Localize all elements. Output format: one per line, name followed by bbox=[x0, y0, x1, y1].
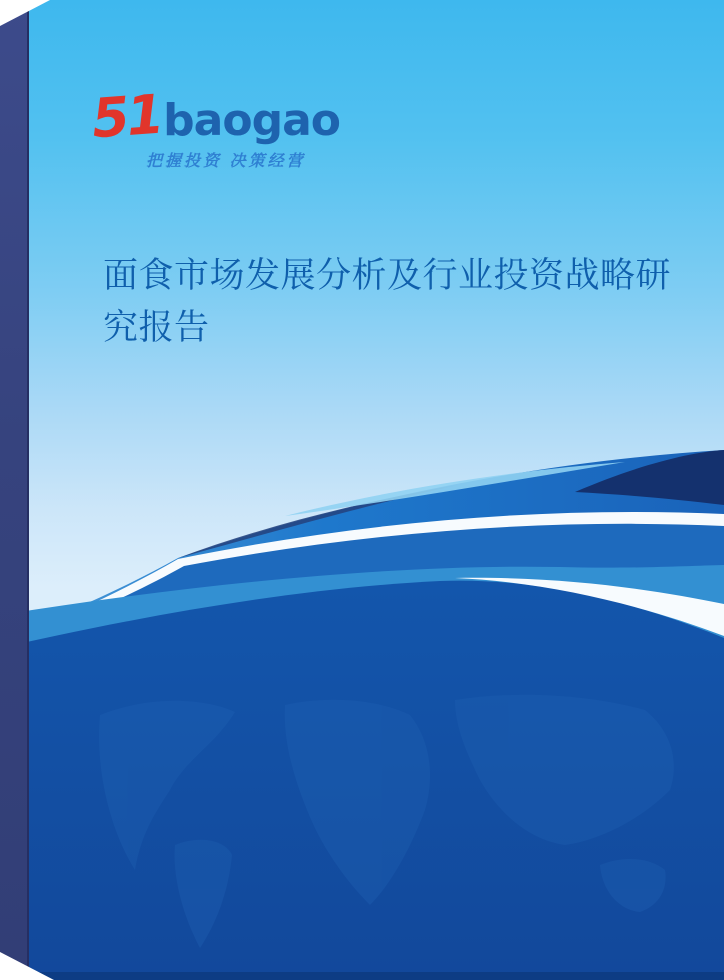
left-spine-bar bbox=[0, 0, 29, 980]
brand-logo bbox=[89, 82, 340, 171]
logo-tagline: 把握投资 决策经营 bbox=[146, 153, 306, 170]
bottom-edge-strip bbox=[0, 972, 724, 980]
logo-wordmark bbox=[89, 82, 340, 151]
logo-baogao-text: baogao bbox=[163, 95, 340, 146]
report-title: 面食市场发展分析及行业投资战略研究报告 bbox=[103, 256, 672, 347]
logo-51-mark: 51 bbox=[89, 82, 164, 151]
